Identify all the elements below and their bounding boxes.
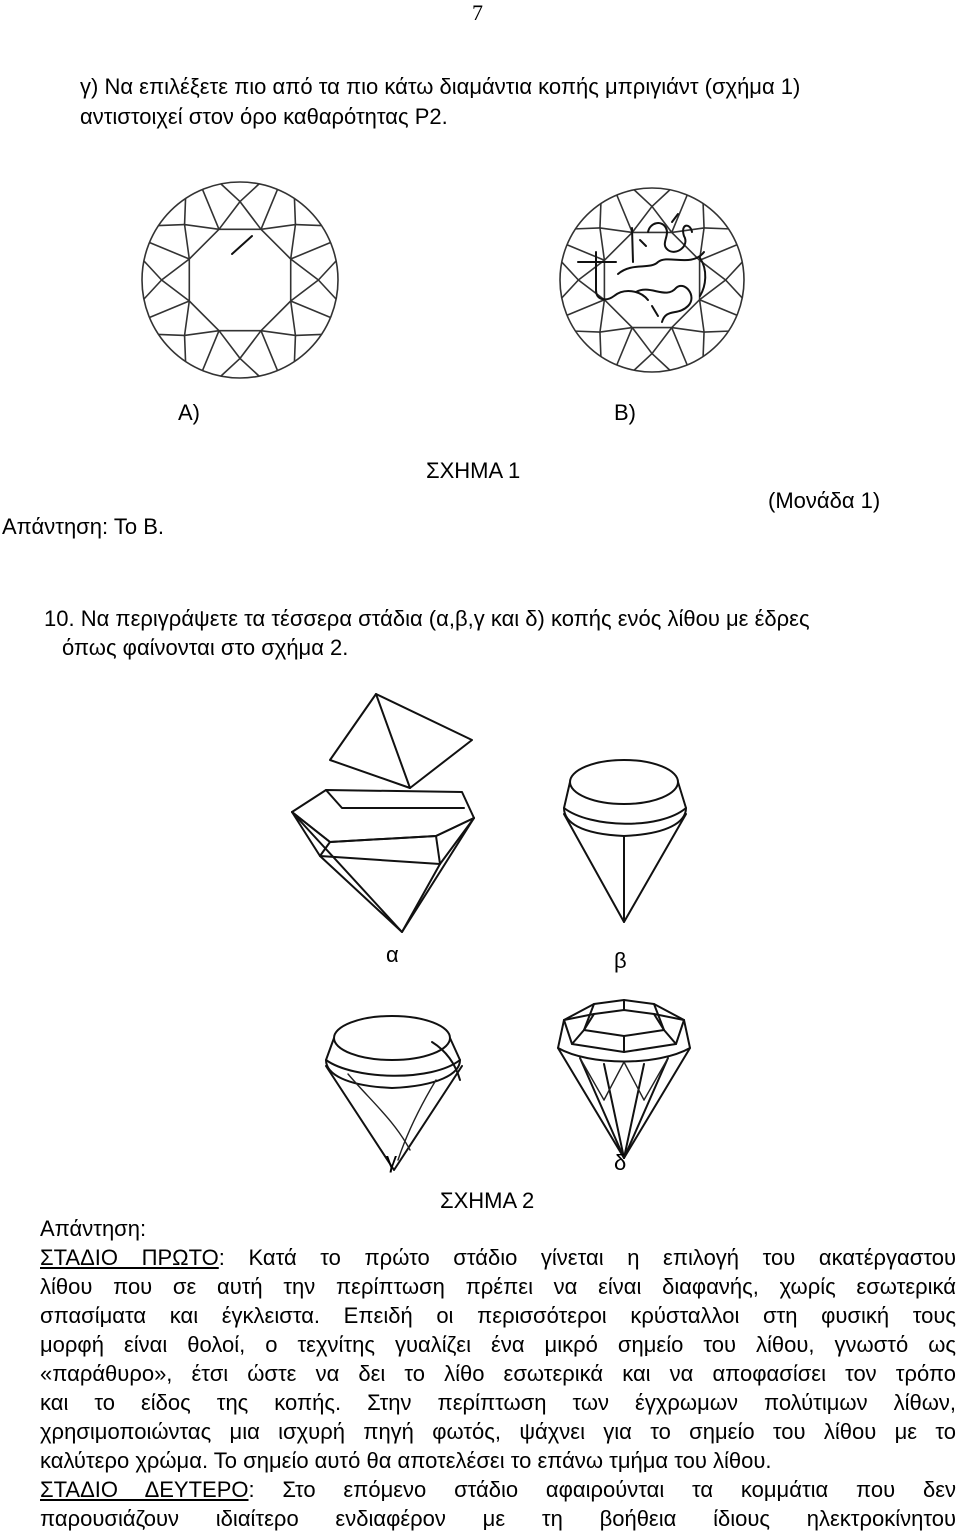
figure2-label-delta: δ (614, 1150, 627, 1175)
answer-10-line1 (40, 1243, 956, 1272)
stage1-title: ΣΤΑΔΙΟ ΠΡΩΤΟ (40, 1245, 219, 1270)
stage2-title: ΣΤΑΔΙΟ ΔΕΥΤΕΡΟ (40, 1477, 249, 1502)
figure1-caption: ΣΧΗΜΑ 1 (426, 458, 521, 483)
figure2-caption: ΣΧΗΜΑ 2 (440, 1188, 535, 1213)
answer-10-line3: σπασίματα και έγκλειστα. Επειδή οι περισσότεροι κρύσταλλοι στη φυσική τους (40, 1303, 956, 1328)
figure1-label-a: Α) (178, 400, 200, 425)
figure2-label-gamma: γ (386, 1148, 397, 1173)
figure2-label-beta: β (614, 948, 627, 973)
answer-10-line10: παρουσιάζουν ιδιαίτερο ενδιαφέρον με τη βοήθεια ίδιους ηλεκτροκίνητου (40, 1506, 956, 1531)
answer-10-line2: λίθου που σε αυτή την περίπτωση πρέπει να είναι διαφανής, χωρίς εσωτερικά (40, 1274, 956, 1299)
answer-10-line4: μορφή είναι θολοί, ο τεχνίτης γυαλίζει ένα μικρό σημείο του λίθου, γνωστό ως (40, 1332, 956, 1357)
points-label: (Μονάδα 1) (768, 488, 881, 513)
answer-g: Απάντηση: Το Β. (2, 514, 164, 539)
stage-alpha-drawing (292, 694, 474, 932)
stage1-text: : Κατά το πρώτο στάδιο γίνεται η επιλογή του ακατέργαστου (218, 1245, 956, 1270)
question-10-line2: όπως φαίνονται στο σχήμα 2. (62, 635, 349, 660)
page-number: 7 (472, 0, 483, 25)
answer-10-line8: καλύτερο χρώμα. Το σημείο αυτό θα αποτελέσει το επάνω τμήμα του λίθου. (40, 1448, 772, 1473)
answer-10-line5: «παράθυρο», έτσι ώστε να δει το λίθο εσωτερικά και να αποφασίσει τον τρόπο (40, 1361, 956, 1386)
stage-delta-drawing (558, 1000, 690, 1158)
stage2-text: : Στο επόμενο στάδιο αφαιρούνται τα κομμάτια που δεν (248, 1477, 956, 1502)
question-g-line2: αντιστοιχεί στον όρο καθαρότητας Ρ2. (80, 104, 448, 129)
question-10-line1: 10. Να περιγράψετε τα τέσσερα στάδια (α,β,γ και δ) κοπής ενός λίθου με έδρες (44, 606, 810, 631)
figure2-label-alpha: α (386, 942, 399, 967)
figure1-label-b: Β) (614, 400, 636, 425)
stage-beta-drawing (564, 760, 686, 922)
answer-10-line7: χρησιμοποιώντας μια ισχυρή πηγή φωτός, ψάχνει για το σημείο του λίθου με το (40, 1419, 956, 1444)
answer-10-line9 (40, 1475, 956, 1504)
answer-10-heading: Απάντηση: (40, 1216, 147, 1241)
question-g-line1: γ) Να επιλέξετε πιο από τα πιο κάτω διαμάντια κοπής μπριγιάντ (σχήμα 1) (80, 74, 801, 99)
answer-10-line6: και το είδος της κοπής. Στην περίπτωση των έγχρωμων πολύτιμων λίθων, (40, 1390, 956, 1415)
